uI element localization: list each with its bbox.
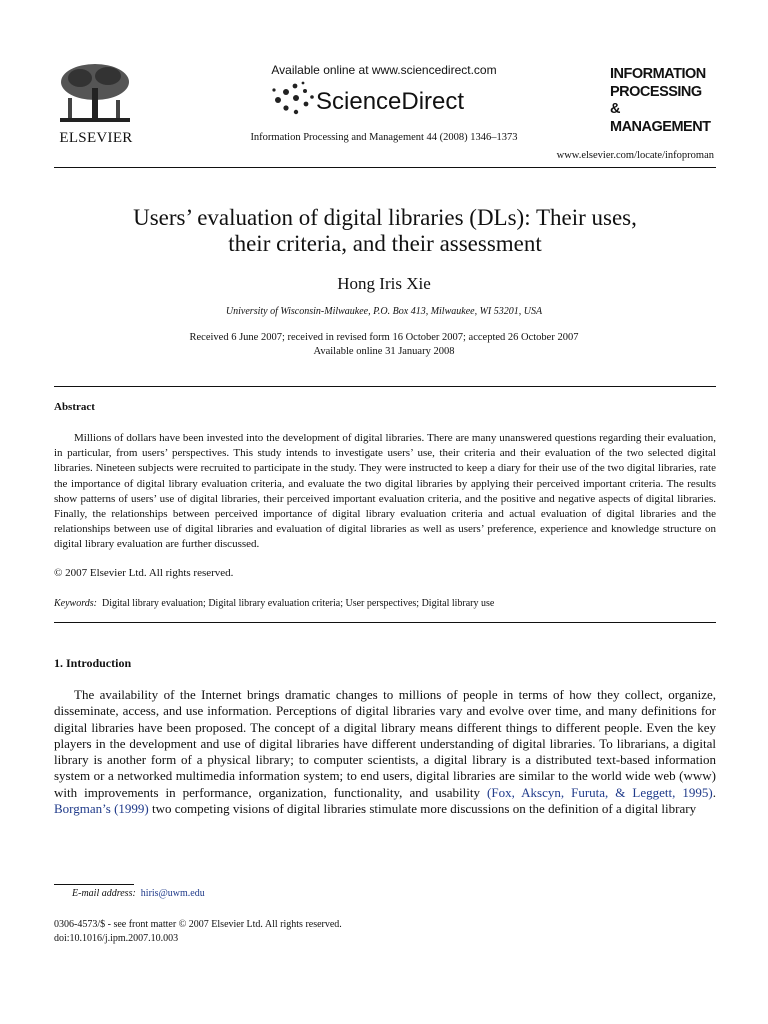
introduction-paragraph [54, 687, 716, 817]
title-line: their criteria, and their assessment [228, 231, 542, 256]
author-email [72, 888, 205, 899]
abstract-copyright: © 2007 Elsevier Ltd. All rights reserved. [54, 567, 234, 579]
keywords-label: Keywords: [54, 598, 97, 609]
article-title [54, 205, 716, 257]
author-name: Hong Iris Xie [337, 274, 431, 293]
keywords [54, 598, 494, 609]
email-label: E-mail address: [72, 888, 136, 899]
issn-line: 0306-4573/$ - see front matter © 2007 Elsevier Ltd. All rights reserved. [54, 919, 342, 930]
intro-text: two competing visions of digital libraries stimulate more discussions on the definition of a digital library [148, 801, 697, 817]
email-link[interactable]: hiris@uwm.edu [140, 888, 205, 899]
journal-logo-line: MANAGEMENT [610, 118, 711, 135]
intro-text: . [712, 784, 716, 800]
received-dates: Received 6 June 2007; received in revised form 16 October 2007; accepted 26 October 2007 [189, 332, 579, 343]
abstract-bottom-divider [54, 622, 716, 623]
doi-line: doi:10.1016/j.ipm.2007.10.003 [54, 933, 179, 944]
journal-logo-line: & [610, 101, 620, 117]
title-line: Users’ evaluation of digital libraries (DLs): Their uses, [133, 205, 637, 230]
sciencedirect-wordmark: ScienceDirect [316, 88, 465, 115]
issn-doi-block [54, 918, 342, 946]
footnote-divider [54, 884, 134, 885]
abstract-heading: Abstract [54, 401, 95, 413]
citation-link[interactable]: Borgman’s (1999) [54, 801, 149, 817]
journal-citation: Information Processing and Management 44 (2008) 1346–1373 [250, 132, 518, 143]
citation-link[interactable]: (Fox, Akscyn, Furuta, & Leggett, 1995) [487, 784, 713, 800]
available-online-link[interactable]: Available online at www.sciencedirect.com [271, 63, 497, 77]
publisher-name: ELSEVIER [59, 130, 133, 146]
journal-logo-line: PROCESSING [610, 83, 702, 100]
journal-logo-line: INFORMATION [610, 66, 706, 82]
author-affiliation: University of Wisconsin-Milwaukee, P.O. Box 413, Milwaukee, WI 53201, USA [225, 306, 543, 317]
abstract-text: Millions of dollars have been invested into the development of digital libraries. There are many unanswered questions regarding their evaluation, in particular, from users’ perspectives. This study intends to investigate users’ use, their criteria and their evaluation of the two selected digital libraries. Nineteen subjects were recruited to participate in the study. They were instructed to keep a diary for their use of the two digital libraries, rate the importance of digital library evaluation criteria, and evaluate the two digital libraries by applying their perceived important criteria. The results show patterns of users’ use of digital libraries, their perceived important evaluation criteria, and the positive and negative aspects of digital libraries. Finally, the relationships between perceived importance of digital library evaluation criteria and actual evaluation of digital libraries and the relationships between use of digital libraries and evaluation of digital libraries as well as users’ preference, experience and knowledge structure on digital library evaluation are further discussed. [54, 432, 716, 551]
journal-logo [610, 66, 730, 136]
journal-url-link[interactable]: www.elsevier.com/locate/infoproman [556, 150, 714, 161]
intro-text: The availability of the Internet brings dramatic changes to millions of people in terms of how they collect, organize, disseminate, access, and use information. Perceptions of digital libraries vary and evolve over time, and many definitions for digital libraries have been proposed. The concept of a digital library means different things to different people. Even the key players in the development and use of digital libraries have different understanding of digital libraries. To librarians, a digital library is another form of a physical library; to computer scientists, a digital library is a distributed text-based information system or a networked multimedia information system; to end users, digital libraries are similar to the world wide web (www) with improvements in performance, organization, functionality, and usability [54, 687, 716, 800]
keywords-list: Digital library evaluation; Digital library evaluation criteria; User perspectives; Digital library use [101, 598, 495, 609]
article-dates [0, 331, 768, 359]
section-heading-introduction: 1. Introduction [54, 656, 132, 670]
abstract-top-divider [54, 386, 716, 387]
available-date: Available online 31 January 2008 [313, 346, 455, 357]
header-divider [54, 167, 716, 168]
